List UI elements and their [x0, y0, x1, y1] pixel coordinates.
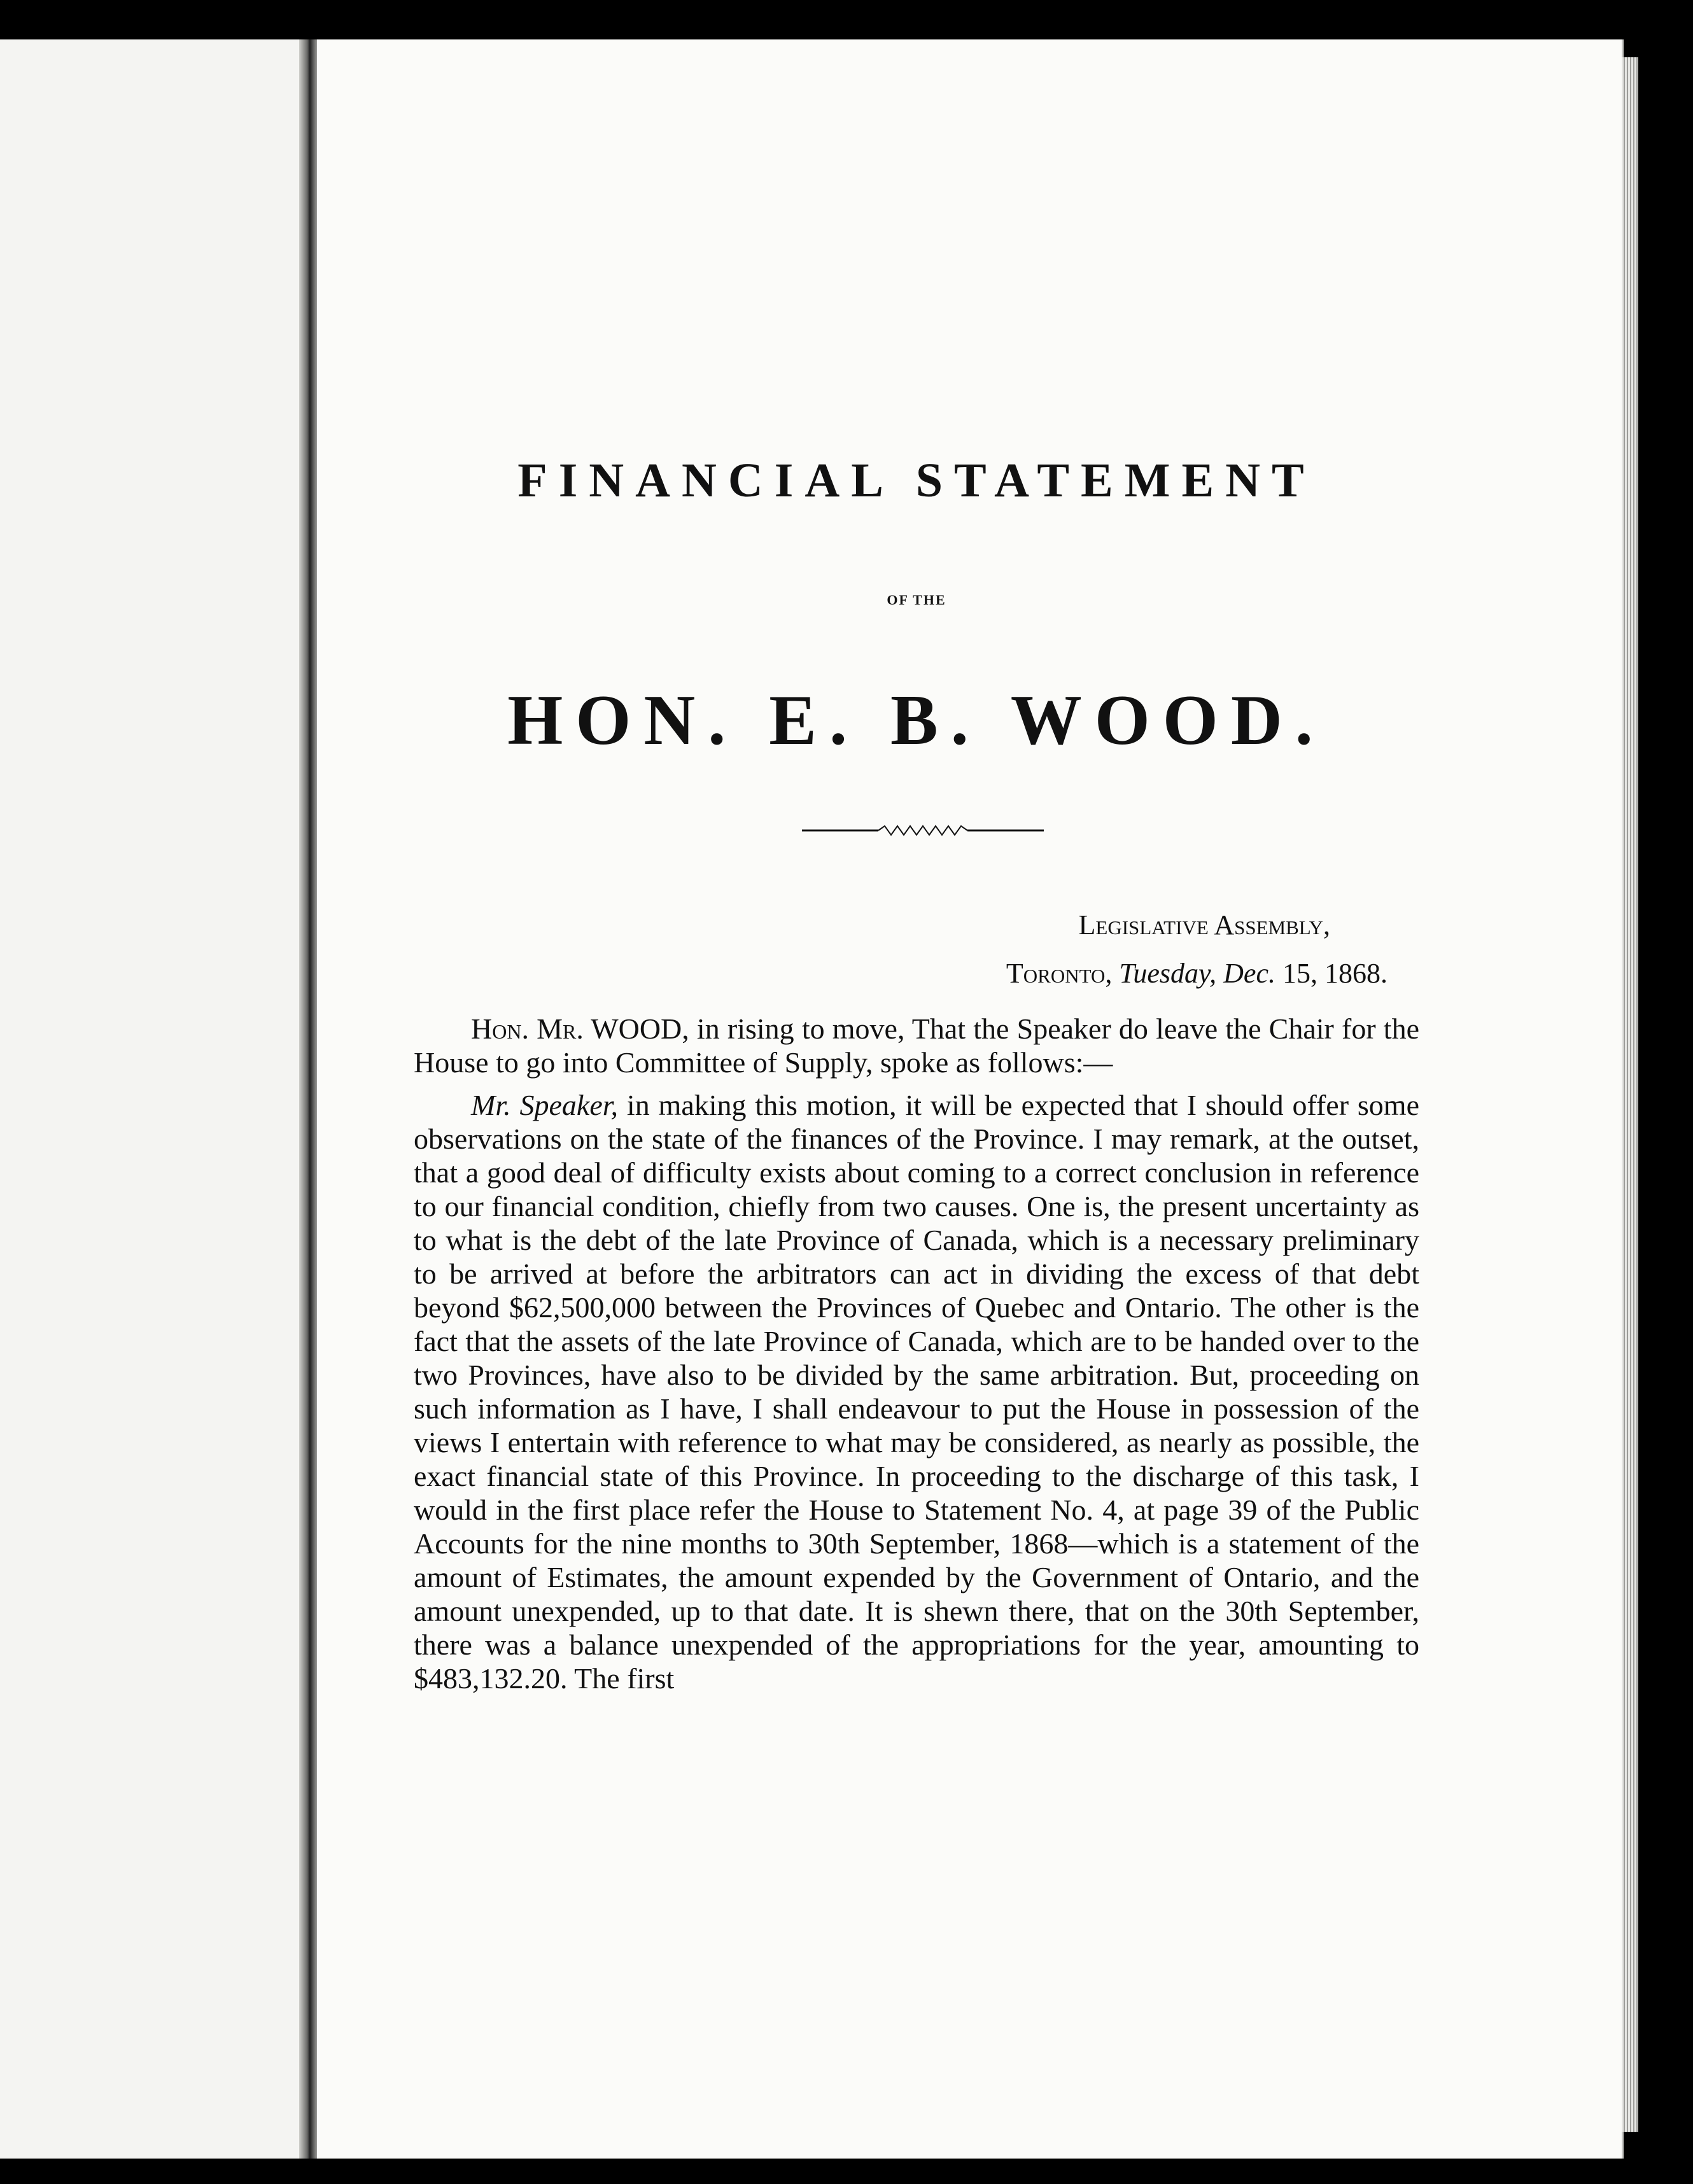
book-gutter — [299, 39, 317, 2159]
body-text — [414, 1012, 1419, 1704]
document-author-name: HON. E. B. WOOD. — [507, 681, 1326, 760]
document-title: FINANCIAL STATEMENT — [517, 454, 1316, 507]
dateline-day: Tuesday, — [1119, 958, 1217, 989]
dateline-assembly — [1079, 909, 1330, 941]
document-subtitle: OF THE — [887, 592, 946, 608]
dateline-city: Toronto, — [1006, 958, 1113, 989]
ornament-divider — [802, 821, 1044, 840]
dateline-month: Dec. — [1223, 958, 1275, 989]
paragraph — [414, 1012, 1419, 1079]
paragraph — [414, 1088, 1419, 1695]
dateline-date — [1006, 957, 1387, 990]
dateline-year: 15, 1868. — [1282, 958, 1387, 989]
page-edges — [1622, 57, 1638, 2132]
speaker-address: Mr. Speaker, — [471, 1089, 619, 1121]
left-blank-page — [0, 39, 299, 2159]
speaker-title: Hon. Mr. — [471, 1012, 584, 1045]
dateline-place: Legislative Assembly, — [1078, 909, 1330, 941]
paragraph-text: in making this motion, it will be expected that I should offer some observations on the state of the finances of the Province. I may remark, at the outset, that a good deal of difficulty exists about coming to a correct conclusion in reference to our financial condition, chiefly from two causes. One is, the present uncertainty as to what is the debt of the late Province of Canada, which is a necessary preliminary to be arrived at before the arbitrators can act in dividing the excess of that debt beyond $62,500,000 between the Provinces of Quebec and Ontario. The other is the fact that the assets of the late Province of Canada, which are to be handed over to the two Provinces, have also to be divided by the same arbitration. But, proceeding on such information as I have, I shall endeavour to put the House in possession of the views I entertain with reference to what may be considered, as nearly as possible, the exact financial state of this Province. In proceeding to the discharge of this task, I would in the first place refer the House to Statement No. 4, at page 39 of the Public Accounts for the nine months to 30th September, 1868—which is a statement of the amount of Estimates, the amount expended by the Government of Ontario, and the amount unexpended, up to that date. It is shewn there, that on the 30th September, there was a balance unexpended of the appropriations for the year, amounting to $483,132.20. The first — [414, 1089, 1419, 1695]
paragraph-text: WOOD, in rising to move, That the Speaker do leave the Chair for the House to go into Committee of Supply, spoke as follows:— — [414, 1012, 1420, 1079]
